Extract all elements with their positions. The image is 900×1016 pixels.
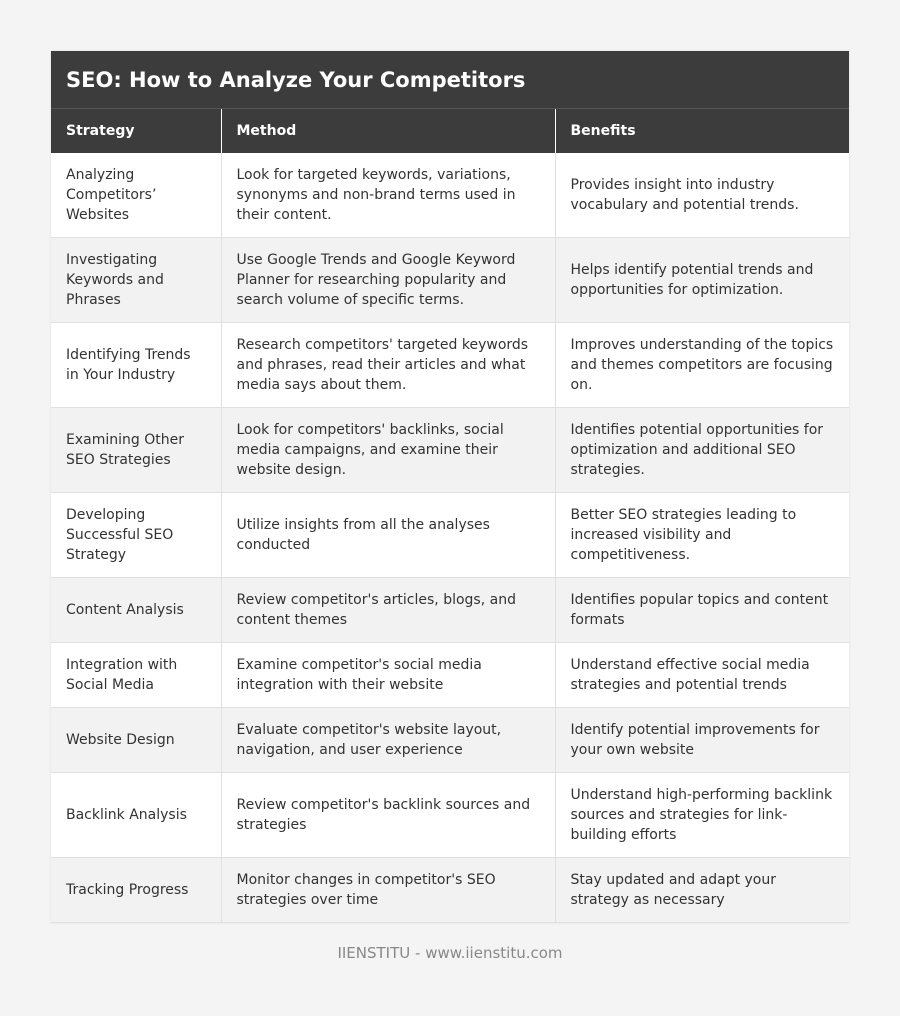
benefits-cell: Provides insight into industry vocabulary and potential trends.: [555, 153, 849, 238]
strategy-cell: Tracking Progress: [51, 858, 221, 923]
strategy-cell: Backlink Analysis: [51, 773, 221, 858]
table-row: [51, 238, 849, 323]
strategy-cell: Analyzing Competitors’ Websites: [51, 153, 221, 238]
table-title: SEO: How to Analyze Your Competitors: [51, 51, 849, 109]
benefits-cell: Stay updated and adapt your strategy as necessary: [555, 858, 849, 923]
table-row: [51, 493, 849, 578]
benefits-cell: Identifies popular topics and content formats: [555, 578, 849, 643]
benefits-cell: Identifies potential opportunities for optimization and additional SEO strategies.: [555, 408, 849, 493]
table-row: [51, 323, 849, 408]
benefits-cell: Understand high-performing backlink sources and strategies for link-building efforts: [555, 773, 849, 858]
method-cell: Look for targeted keywords, variations, synonyms and non-brand terms used in their content.: [221, 153, 555, 238]
method-cell: Monitor changes in competitor's SEO strategies over time: [221, 858, 555, 923]
table-row: [51, 858, 849, 923]
method-cell: Look for competitors' backlinks, social media campaigns, and examine their website design.: [221, 408, 555, 493]
column-header-strategy: Strategy: [51, 109, 221, 153]
table-row: [51, 643, 849, 708]
table-row: [51, 153, 849, 238]
strategy-cell: Investigating Keywords and Phrases: [51, 238, 221, 323]
benefits-cell: Understand effective social media strategies and potential trends: [555, 643, 849, 708]
column-header-method: Method: [221, 109, 555, 153]
method-cell: Review competitor's articles, blogs, and content themes: [221, 578, 555, 643]
strategy-cell: Content Analysis: [51, 578, 221, 643]
benefits-cell: Helps identify potential trends and opportunities for optimization.: [555, 238, 849, 323]
strategy-cell: Integration with Social Media: [51, 643, 221, 708]
method-cell: Use Google Trends and Google Keyword Planner for researching popularity and search volume of specific terms.: [221, 238, 555, 323]
competitor-analysis-table: [51, 109, 849, 923]
table-card: [51, 51, 849, 923]
method-cell: Utilize insights from all the analyses conducted: [221, 493, 555, 578]
benefits-cell: Improves understanding of the topics and themes competitors are focusing on.: [555, 323, 849, 408]
benefits-cell: Better SEO strategies leading to increased visibility and competitiveness.: [555, 493, 849, 578]
header-row: [51, 109, 849, 153]
table-row: [51, 408, 849, 493]
method-cell: Evaluate competitor's website layout, navigation, and user experience: [221, 708, 555, 773]
strategy-cell: Identifying Trends in Your Industry: [51, 323, 221, 408]
table-row: [51, 708, 849, 773]
footer-credit: IIENSTITU - www.iienstitu.com: [337, 944, 563, 962]
method-cell: Review competitor's backlink sources and strategies: [221, 773, 555, 858]
benefits-cell: Identify potential improvements for your own website: [555, 708, 849, 773]
table-row: [51, 773, 849, 858]
strategy-cell: Website Design: [51, 708, 221, 773]
table-row: [51, 578, 849, 643]
strategy-cell: Developing Successful SEO Strategy: [51, 493, 221, 578]
method-cell: Research competitors' targeted keywords and phrases, read their articles and what media says about them.: [221, 323, 555, 408]
strategy-cell: Examining Other SEO Strategies: [51, 408, 221, 493]
method-cell: Examine competitor's social media integration with their website: [221, 643, 555, 708]
column-header-benefits: Benefits: [555, 109, 849, 153]
